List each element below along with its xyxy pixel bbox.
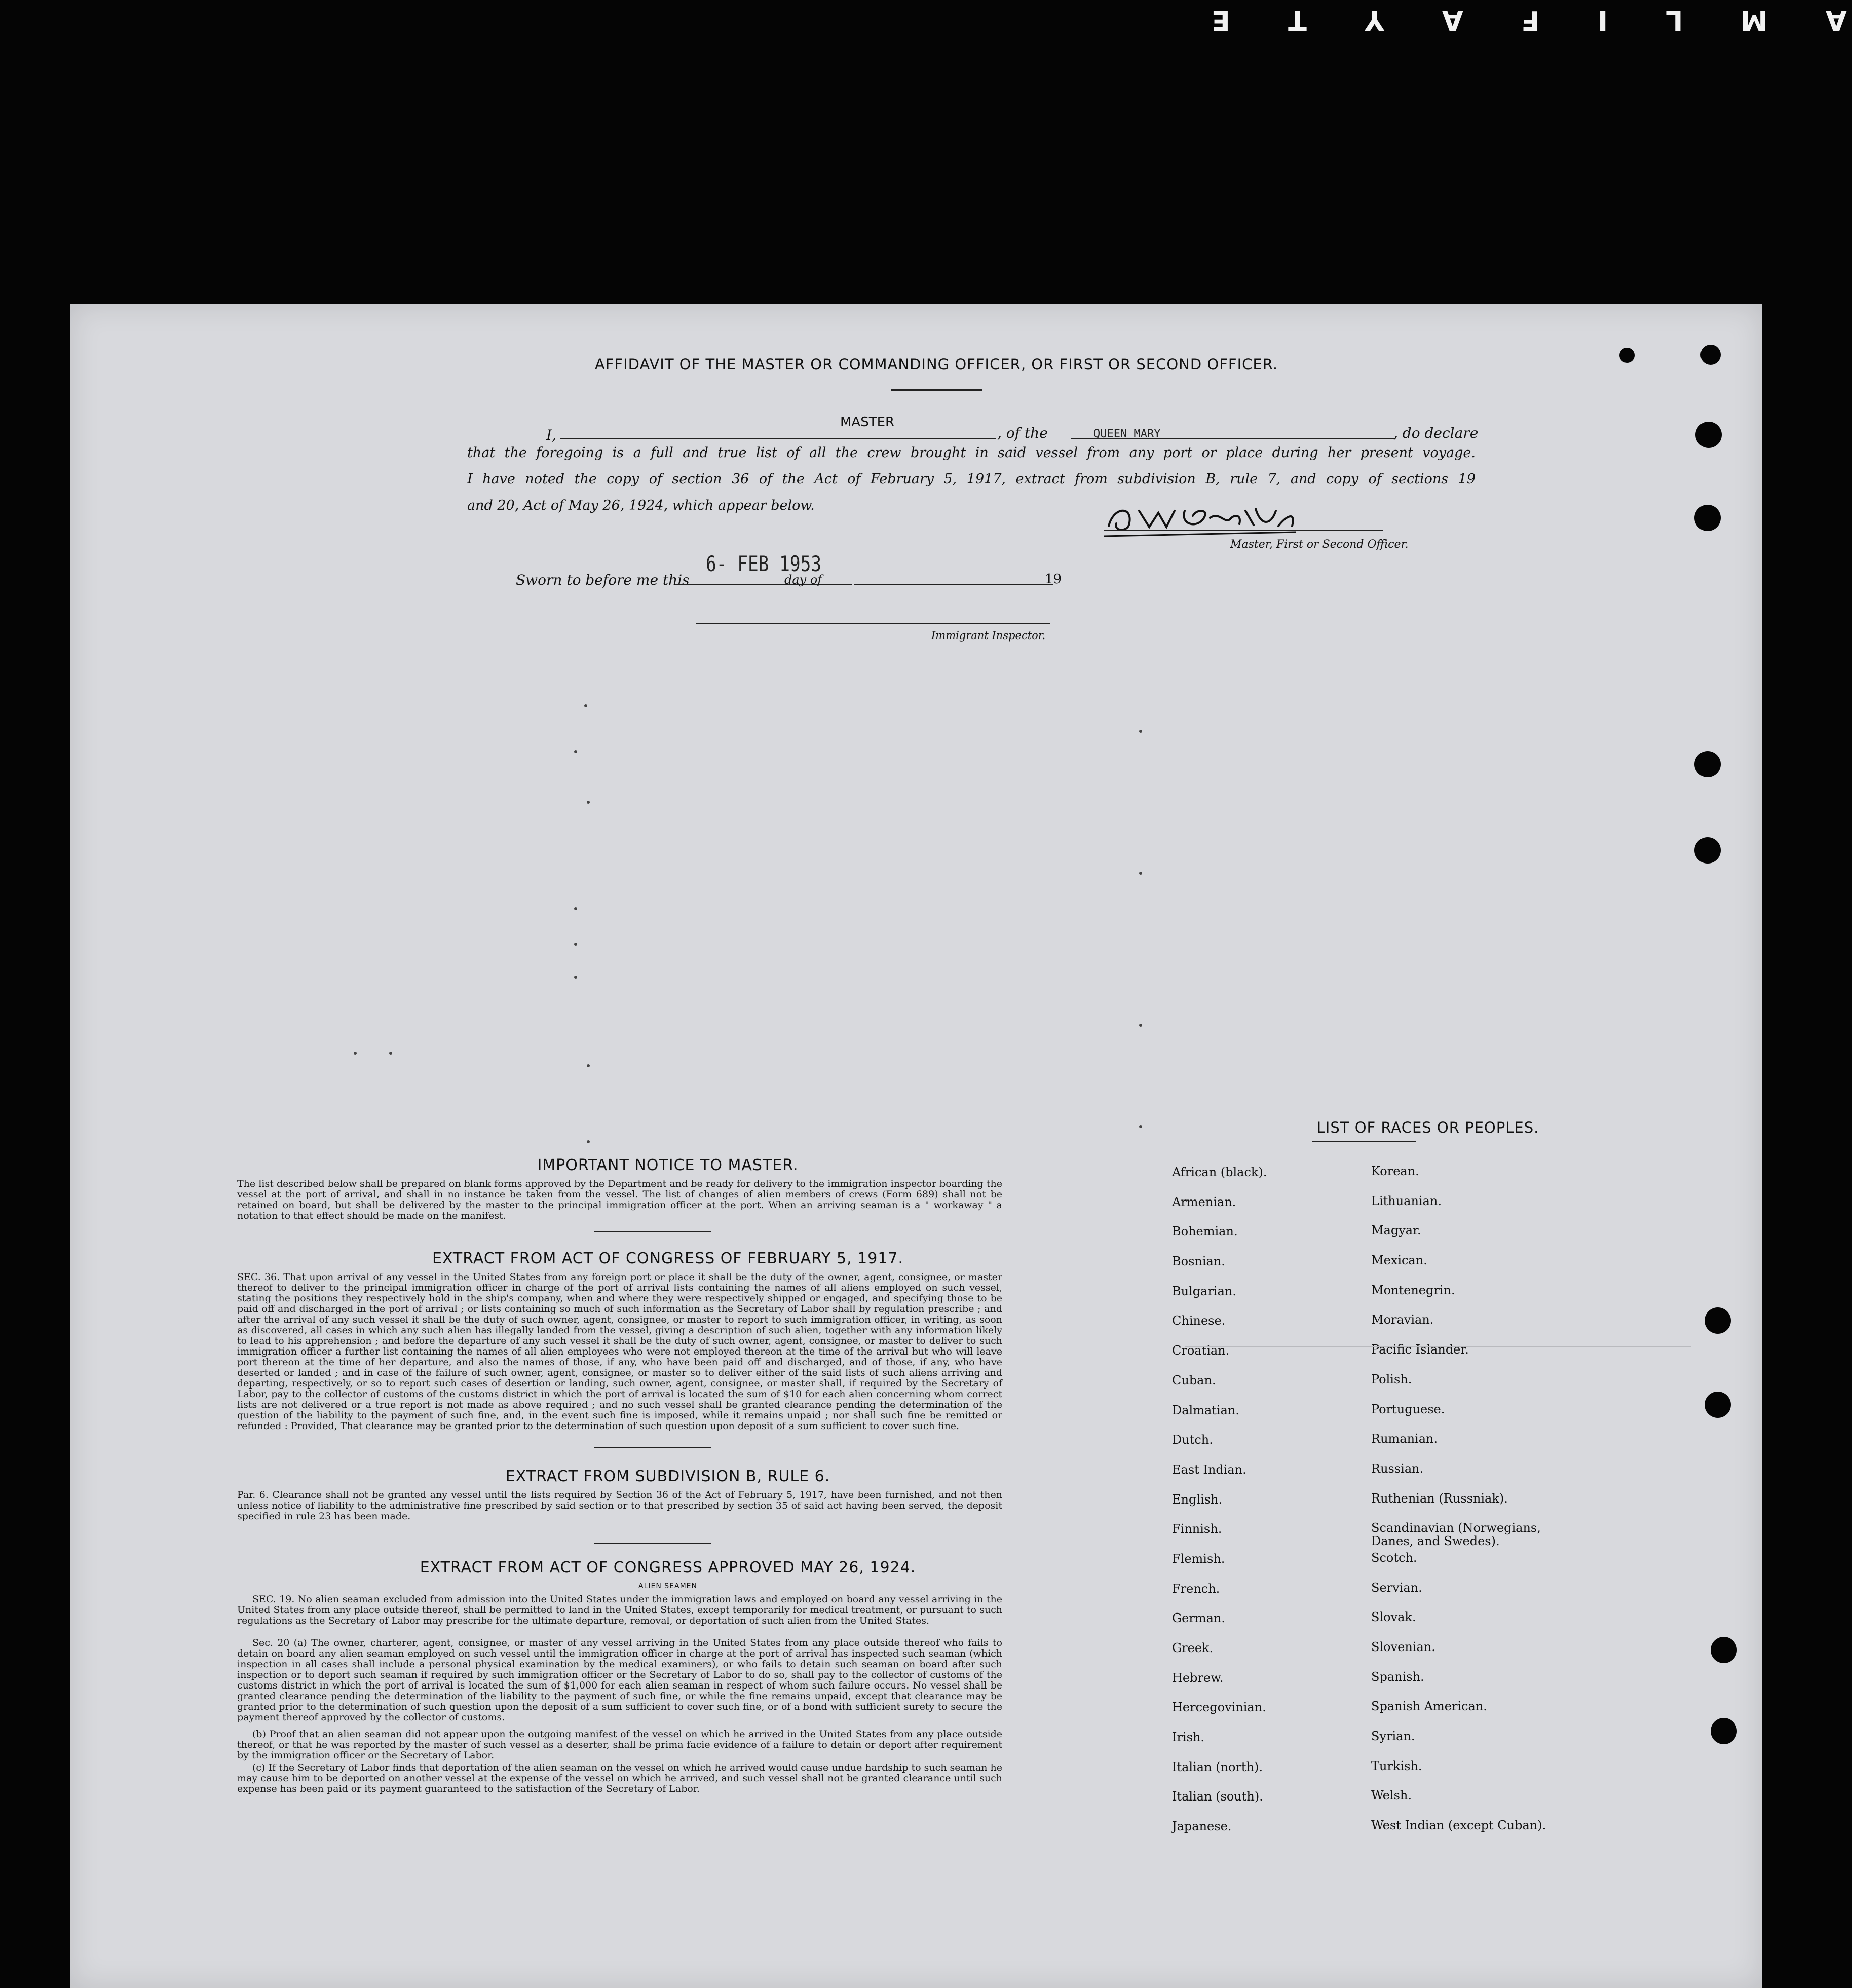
- sworn-date-stamp: 6- FEB 1953: [706, 551, 822, 576]
- dot-mark: [574, 976, 577, 979]
- punch-hole: [1619, 348, 1635, 363]
- name-line: [560, 438, 996, 439]
- day-of-label: day of: [784, 573, 822, 587]
- bleed-through-line: [1185, 1346, 1691, 1347]
- year-label: 19: [1045, 572, 1062, 587]
- races-left-column: [1172, 1166, 1365, 1850]
- race-item: Italian (south).: [1172, 1789, 1263, 1804]
- of-the-label: , of the: [997, 425, 1048, 441]
- notice-text: The list described below shall be prepared on blank forms approved by the Department and be ready for delivery to the immigration inspector boarding the vessel at the port of arrival, and shall in no instance be taken from the vessel. The list of changes of alien members of crews (Form 689) shall not be retained on board, but shall be delivered by the master to the principal immigration officer at the port. When an arriving seaman is a " workaway " a notation to that effect should be made on the manifest.: [237, 1178, 1002, 1221]
- inspector-caption: Immigrant Inspector.: [931, 629, 1046, 642]
- races-title-rule: [1312, 1141, 1416, 1142]
- race-item: Finnish.: [1172, 1522, 1222, 1536]
- race-item: Spanish.: [1371, 1669, 1424, 1684]
- document-sheet: [70, 304, 1762, 1988]
- races-title: LIST OF RACES OR PEOPLES.: [1316, 1119, 1539, 1136]
- race-item: Croatian.: [1172, 1343, 1230, 1358]
- race-item: Greek.: [1172, 1641, 1214, 1655]
- punch-hole: [1700, 345, 1721, 365]
- rule6-rule: [594, 1543, 711, 1544]
- notice-rule: [594, 1231, 711, 1232]
- rule6-title: EXTRACT FROM SUBDIVISION B, RULE 6.: [505, 1468, 830, 1485]
- dot-mark: [574, 750, 577, 753]
- dot-mark: [587, 1064, 590, 1067]
- race-item: Japanese.: [1172, 1819, 1232, 1834]
- punch-hole: [1694, 837, 1721, 864]
- affidavit-title: AFFIDAVIT OF THE MASTER OR COMMANDING OFFICER, OR FIRST OR SECOND OFFICER.: [594, 356, 1278, 373]
- race-item: Hercegovinian.: [1172, 1700, 1266, 1715]
- declaration-line-1: that the foregoing is a full and true list of all the crew brought in said vessel from any port or place during her present voyage.: [467, 445, 1476, 461]
- race-item: Pacific Islander.: [1371, 1342, 1469, 1357]
- dot-mark: [1139, 1125, 1142, 1128]
- dot-mark: [574, 907, 577, 910]
- sec20a-text: Sec. 20 (a) The owner, charterer, agent, consignee, or master of any vessel arriving in the United States from any place outside thereof who fails to detain on board any alien seaman employed on such vessel until the immigration officer in charge at the port of arrival has inspected such seaman (which inspection in all cases shall include a personal physical examination by the medical examiners), or who fails to detain such seaman on board after such inspection or to deport such seaman if required by such immigration officer or the Secretary of Labor to do so, shall pay to the collector of customs of the customs district in which the port of arrival is located the sum of $1,000 for each alien seaman in respect of whom such failure occurs. No vessel shall be granted clearance pending the determination of the liability to the payment of such fine, or while the fine remains unpaid, except that clearance may be granted prior to the determination of such question upon the deposit of a sum sufficient to cover such fine, or of a bond with sufficient surety to secure the payment thereof approved by the collector of customs.: [237, 1637, 1002, 1723]
- race-item: Bohemian.: [1172, 1224, 1238, 1239]
- race-item: West Indian (except Cuban).: [1371, 1818, 1546, 1833]
- race-item: Slovenian.: [1371, 1640, 1435, 1654]
- race-item: Slovak.: [1371, 1610, 1416, 1625]
- races-right-column: [1371, 1165, 1655, 1849]
- punch-hole: [1705, 1307, 1731, 1334]
- film-header-letter: F: [1519, 5, 1540, 36]
- film-header-letter: Y: [1363, 5, 1385, 36]
- dot-mark: [1139, 872, 1142, 875]
- race-item: Welsh.: [1371, 1788, 1412, 1803]
- declaration-line-2: I have noted the copy of section 36 of the Act of February 5, 1917, extract from subdivision B, rule 7, and copy of sections 19: [467, 471, 1476, 487]
- sworn-line: [675, 584, 852, 585]
- dot-mark: [587, 801, 590, 804]
- film-header-letter: T: [1286, 5, 1307, 36]
- race-item: Montenegrin.: [1371, 1283, 1455, 1297]
- film-header-letter: E: [1210, 5, 1231, 36]
- vessel-value: QUEEN MARY: [1093, 428, 1161, 440]
- dot-mark: [584, 704, 587, 707]
- extract-1917-rule: [594, 1447, 711, 1448]
- race-item: English.: [1172, 1492, 1223, 1507]
- film-header-letter: L: [1664, 5, 1683, 36]
- race-item: Bosnian.: [1172, 1254, 1225, 1269]
- race-item: Flemish.: [1172, 1551, 1225, 1566]
- dot-mark: [574, 943, 577, 946]
- race-item: Lithuanian.: [1371, 1193, 1442, 1208]
- punch-hole: [1694, 505, 1721, 531]
- title-rule: [891, 389, 982, 391]
- race-item: Korean.: [1371, 1164, 1419, 1178]
- extract-1917-title: EXTRACT FROM ACT OF CONGRESS OF FEBRUARY 5, 1917.: [432, 1250, 904, 1267]
- race-item: Chinese.: [1172, 1314, 1226, 1328]
- sworn-label: Sworn to before me this: [516, 572, 690, 588]
- race-item: Polish.: [1371, 1372, 1412, 1386]
- notice-title: IMPORTANT NOTICE TO MASTER.: [537, 1156, 799, 1174]
- film-header-letter: M: [1738, 5, 1768, 36]
- punch-hole: [1705, 1392, 1731, 1418]
- race-item: Dalmatian.: [1172, 1403, 1240, 1417]
- punch-hole: [1711, 1718, 1737, 1744]
- month-line: [854, 584, 1053, 585]
- dot-mark: [1139, 730, 1142, 733]
- race-item: German.: [1172, 1611, 1225, 1626]
- race-item: East Indian.: [1172, 1462, 1246, 1477]
- punch-hole: [1694, 751, 1721, 777]
- film-header-letter: A: [1440, 5, 1464, 36]
- race-item: Dutch.: [1172, 1433, 1213, 1447]
- dot-mark: [1139, 1024, 1142, 1027]
- signer-caption: Master, First or Second Officer.: [1230, 538, 1409, 551]
- race-item: Russian.: [1371, 1461, 1424, 1476]
- inspector-line: [696, 623, 1050, 624]
- race-item: Scotch.: [1371, 1550, 1417, 1565]
- extract-1924-title: EXTRACT FROM ACT OF CONGRESS APPROVED MAY 26, 1924.: [420, 1559, 916, 1577]
- signature-line: [1104, 530, 1383, 531]
- race-item: Irish.: [1172, 1730, 1205, 1745]
- race-item: Turkish.: [1371, 1758, 1422, 1773]
- race-item: Armenian.: [1172, 1194, 1236, 1209]
- extract-1917-text: SEC. 36. That upon arrival of any vessel in the United States from any foreign port or place it shall be the duty of the owner, agent, consignee, or master thereof to deliver to the principal immigration officer in charge of the port of arrival lists containing the names of all aliens employed on such vessel, stating the positions they respectively hold in the ship's company, when and where they were respectively shipped or engaged, and specifying those to be paid off and discharged in the port of arrival ; or lists containing so much of such information as the Secretary of Labor shall by regulation prescribe ; and after the arrival of any such vessel it shall be the duty of such owner, agent, consignee, or master to report to such immigration officer, in writing, as soon as discovered, all cases in which any such alien has illegally landed from the vessel, giving a description of such alien, together with any information likely to lead to his apprehension ; and before the departure of any such vessel it shall be the duty of such owner, agent, consignee, or master to deliver to such immigration officer a further list containing the names of all alien employees who were not employed thereon at the time of the arrival but who will leave port thereon at the time of her departure, and also the names of those, if any, who have been paid off and discharged, and of those, if any, who have deserted or landed ; and in case of the failure of such owner, agent, consignee, or master so to deliver either of the said lists of such aliens arriving and departing, respectively, or so to report such cases of desertion or landing, such owner, agent, consignee, or master shall, if required by the Secretary of Labor, pay to the collector of customs of the customs district in which the port of arrival is located the sum of $10 for each alien concerning whom correct lists are not delivered or a true report is not made as above required ; and no such vessel shall be granted clearance pending the determination of the question of the liability to the payment of such fine, and, in the event such fine is imposed, while it remains unpaid ; nor shall such fine be remitted or refunded : Provided, That clearance may be granted prior to the determination of such question upon deposit of a sum sufficient to cover such fine.: [237, 1271, 1002, 1432]
- race-item: Scandinavian (Norwegians, Danes, and Swedes).: [1371, 1521, 1541, 1549]
- name-value: MASTER: [840, 415, 895, 430]
- signature: [1104, 496, 1316, 541]
- sec20c-text: (c) If the Secretary of Labor finds that deportation of the alien seaman on the vessel on which he arrived would cause undue hardship to such seaman he may cause him to be deported on another vessel at the expense of the vessel on which he arrived, and such vessel shall not be granted clearance until such expense has been paid or its payment guaranteed to the satisfaction of the Secretary of Labor.: [237, 1762, 1002, 1794]
- punch-hole: [1711, 1637, 1737, 1663]
- do-declare-label: , do declare: [1393, 425, 1479, 441]
- race-item: Hebrew.: [1172, 1670, 1224, 1685]
- film-header: [1138, 0, 1852, 36]
- race-item: Moravian.: [1371, 1312, 1434, 1327]
- race-item: Ruthenian (Russniak).: [1371, 1491, 1508, 1506]
- race-item: African (black).: [1172, 1165, 1267, 1179]
- race-item: Portuguese.: [1371, 1402, 1445, 1416]
- declaration-line-3: and 20, Act of May 26, 1924, which appear below.: [467, 498, 815, 513]
- punch-hole: [1695, 422, 1722, 448]
- film-header-letter: I: [1595, 5, 1608, 36]
- race-item: Rumanian.: [1371, 1432, 1438, 1446]
- rule6-text: Par. 6. Clearance shall not be granted any vessel until the lists required by Section 36 of the Act of February 5, 1917, have been furnished, and not then unless notice of liability to the administrative fine prescribed by said section or to that prescribed by section 35 of said act having been served, the deposit specified in rule 23 has been made.: [237, 1489, 1002, 1522]
- alien-seamen-subtitle: ALIEN SEAMEN: [638, 1582, 697, 1590]
- race-item: Bulgarian.: [1172, 1284, 1236, 1298]
- race-item: Spanish American.: [1371, 1699, 1487, 1714]
- sec20b-text: (b) Proof that an alien seaman did not appear upon the outgoing manifest of the vessel on which he arrived in the United States from any place outside thereof, or that he was reported by the master of such vessel as a deserter, shall be prima facie evidence of a failure to detain or deport after requirement by the immigration officer or the Secretary of Labor.: [237, 1729, 1002, 1761]
- race-item: Syrian.: [1371, 1729, 1415, 1744]
- film-header-letter: A: [1824, 5, 1847, 36]
- race-item: Cuban.: [1172, 1373, 1216, 1387]
- race-item: Servian.: [1371, 1580, 1422, 1595]
- race-item: Magyar.: [1371, 1223, 1421, 1238]
- dot-mark: [389, 1052, 392, 1055]
- dot-mark: [587, 1140, 590, 1143]
- race-item: Mexican.: [1371, 1253, 1427, 1268]
- sec19-text: SEC. 19. No alien seaman excluded from admission into the United States under the immigration laws and employed on board any vessel arriving in the United States from any place outside thereof, shall be permitted to land in the United States, except temporarily for medical treatment, or pursuant to such regulations as the Secretary of Labor may prescribe for the ultimate departure, removal, or deportation of such alien from the United States.: [237, 1594, 1002, 1626]
- dot-mark: [354, 1052, 357, 1055]
- race-item: Italian (north).: [1172, 1759, 1263, 1774]
- vessel-line: [1071, 438, 1395, 439]
- i-label: I,: [546, 427, 556, 443]
- race-item: French.: [1172, 1581, 1220, 1596]
